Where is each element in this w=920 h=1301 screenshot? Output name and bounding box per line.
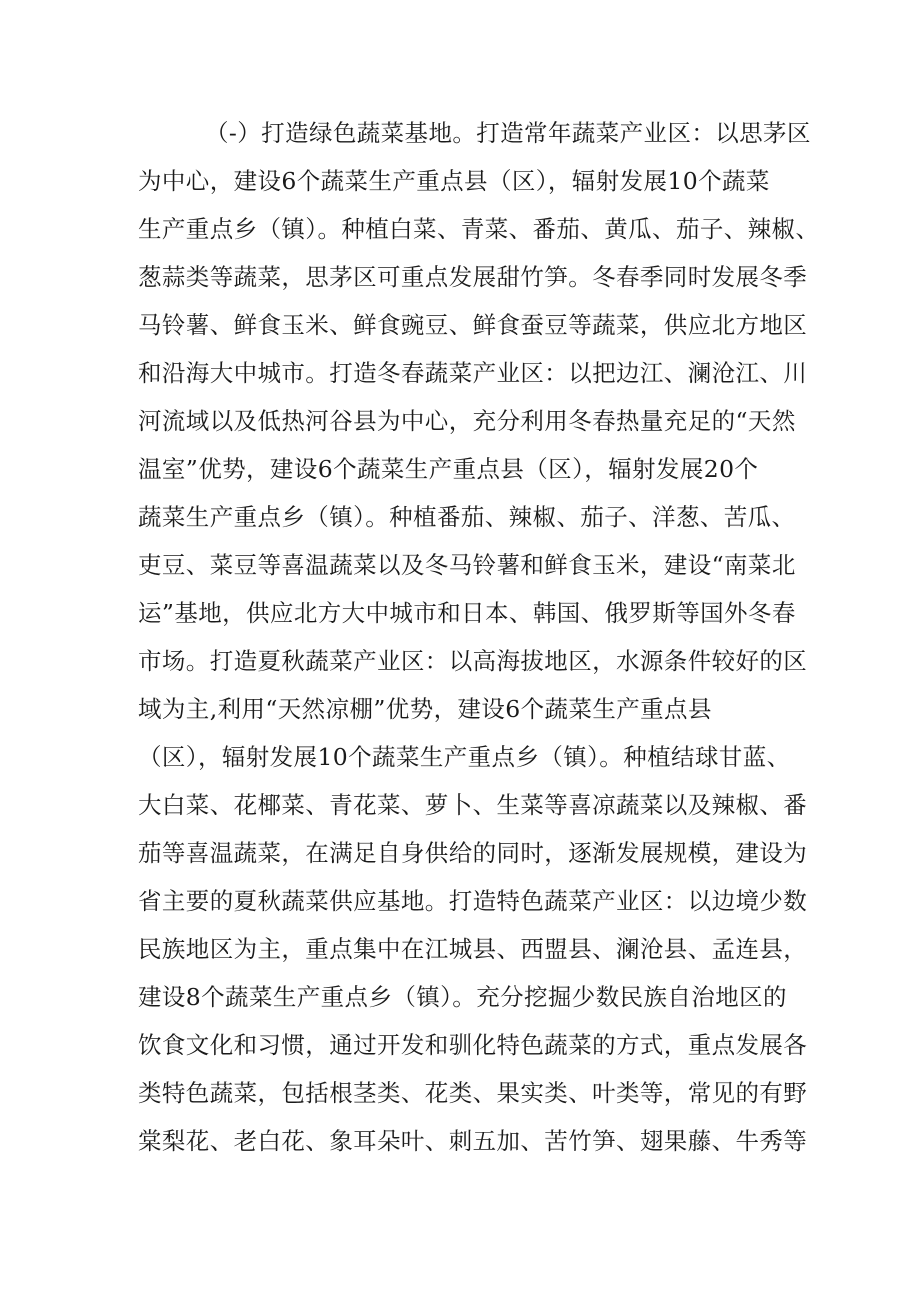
text-line: 为中心，建设6个蔬菜生产重点县（区），辐射发展10个蔬菜 — [138, 167, 770, 195]
text-line: 葱蒜类等蔬菜，思茅区可重点发展甜竹笋。冬春季同时发展冬季 — [138, 263, 808, 291]
text-line: 类特色蔬菜，包括根茎类、花类、果实类、叶类等，常见的有野 — [138, 1079, 808, 1107]
text-line: 生产重点乡（镇）。种植白菜、青菜、番茄、黄瓜、茄子、辣椒、 — [138, 215, 820, 243]
text-line: 市场。打造夏秋蔬菜产业区：以高海拔地区，水源条件较好的区 — [138, 647, 808, 675]
text-line: （区），辐射发展10个蔬菜生产重点乡（镇）。种植结球甘蓝、 — [138, 743, 791, 771]
text-line: 温室”优势，建设6个蔬菜生产重点县（区），辐射发展20个 — [138, 455, 759, 483]
text-line: 马铃薯、鲜食玉米、鲜食豌豆、鲜食蚕豆等蔬菜，供应北方地区 — [138, 311, 808, 339]
text-line: 运”基地，供应北方大中城市和日本、韩国、俄罗斯等国外冬春 — [138, 599, 796, 627]
text-line: 蔬菜生产重点乡（镇）。种植番茄、辣椒、茄子、洋葱、苦瓜、 — [138, 503, 796, 531]
text-line: 茄等喜温蔬菜，在满足自身供给的同时，逐渐发展规模，建设为 — [138, 839, 808, 867]
text-line: 河流域以及低热河谷县为中心，充分利用冬春热量充足的“天然 — [138, 407, 796, 435]
text-line: （-）打造绿色蔬菜基地。打造常年蔬菜产业区：以思茅区 — [205, 119, 811, 147]
text-line: 域为主,利用“天然凉棚”优势，建设6个蔬菜生产重点县 — [138, 695, 712, 723]
text-line: 吏豆、菜豆等喜温蔬菜以及冬马铃薯和鲜食玉米，建设“南菜北 — [138, 551, 796, 579]
text-line: 民族地区为主，重点集中在江城县、西盟县、澜沧县、孟连县， — [138, 935, 808, 963]
text-line: 棠梨花、老白花、象耳朵叶、刺五加、苦竹笋、翅果藤、牛秀等 — [138, 1127, 808, 1155]
text-line: 建设8个蔬菜生产重点乡（镇）。充分挖掘少数民族自治地区的 — [138, 983, 787, 1011]
text-line: 和沿海大中城市。打造冬春蔬菜产业区：以把边江、澜沧江、川 — [138, 359, 808, 387]
text-line: 饮食文化和习惯，通过开发和驯化特色蔬菜的方式，重点发展各 — [138, 1031, 808, 1059]
text-line: 大白菜、花椰菜、青花菜、萝卜、生菜等喜凉蔬菜以及辣椒、番 — [138, 791, 808, 819]
text-line: 省主要的夏秋蔬菜供应基地。打造特色蔬菜产业区：以边境少数 — [138, 887, 808, 915]
